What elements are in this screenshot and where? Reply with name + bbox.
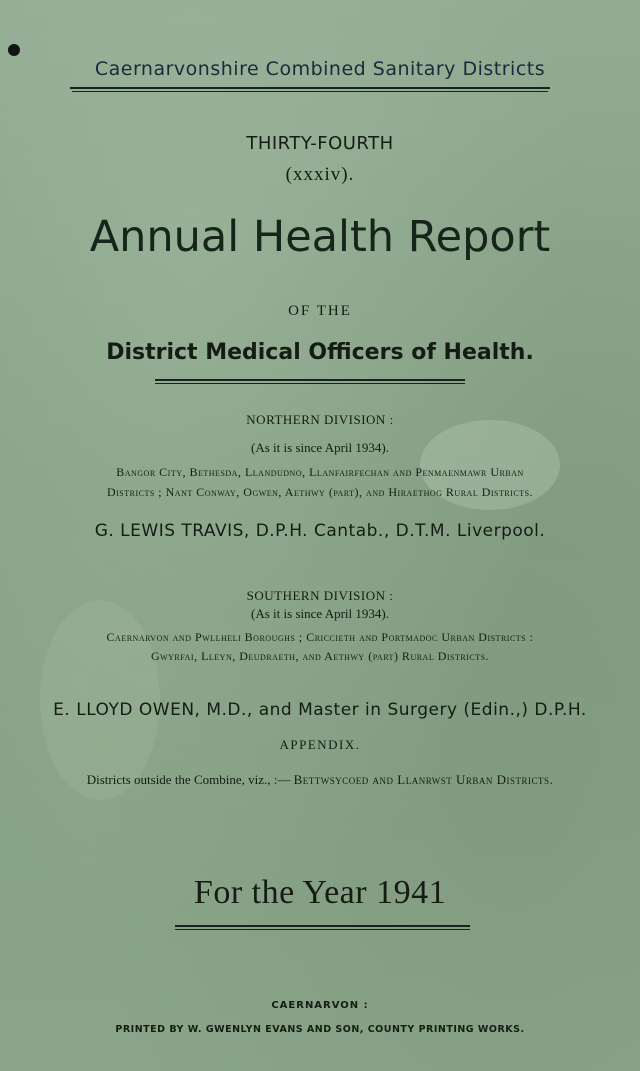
northern-districts-line-1: Bangor City, Bethesda, Llandudno, Llanfairfechan and Penmaenmawr Urban <box>116 465 524 479</box>
series-number: THIRTY-FOURTH <box>246 133 394 154</box>
header-title: Caernarvonshire Combined Sanitary Districts <box>94 58 546 80</box>
punch-hole <box>8 44 20 56</box>
imprint-place: CAERNARVON : <box>271 1000 369 1011</box>
year-rule-secondary <box>175 929 470 930</box>
header-rule-secondary <box>72 91 548 92</box>
southern-medical-officer: E. LLOYD OWEN, M.D., and Master in Surgery (Edin.,) D.P.H. <box>53 700 587 720</box>
northern-division-heading: NORTHERN DIVISION : <box>246 412 394 427</box>
northern-division-note: (As it is since April 1934). <box>251 440 389 455</box>
main-title: Annual Health Report <box>89 212 551 262</box>
southern-districts-line-1: Caernarvon and Pwllheli Boroughs ; Criccieth and Portmadoc Urban Districts : <box>106 630 534 644</box>
report-year: For the Year 1941 <box>193 874 447 911</box>
appendix-text <box>0 772 640 788</box>
southern-division-heading: SOUTHERN DIVISION : <box>246 588 394 603</box>
southern-division-note: (As it is since April 1934). <box>251 606 389 621</box>
southern-districts-line-2: Gwyrfai, Lleyn, Deudraeth, and Aethwy (part) Rural Districts. <box>150 649 490 663</box>
series-roman: (xxxiv). <box>285 164 355 185</box>
northern-medical-officer: G. LEWIS TRAVIS, D.P.H. Cantab., D.T.M. Liverpool. <box>94 521 546 541</box>
header-rule <box>70 87 550 89</box>
appendix-text-prefix: Districts outside the Combine, viz., :— <box>86 772 291 787</box>
appendix-heading: APPENDIX. <box>279 737 361 752</box>
subtitle-rule <box>155 379 465 381</box>
appendix-districts: Bettwsycoed and Llanrwst Urban Districts. <box>293 772 554 787</box>
subtitle-rule-secondary <box>155 383 465 384</box>
report-subtitle: District Medical Officers of Health. <box>106 340 534 365</box>
of-the-label: OF THE <box>288 303 352 319</box>
year-rule <box>175 925 470 927</box>
imprint-printer: PRINTED BY W. GWENLYN EVANS AND SON, COUNTY PRINTING WORKS. <box>115 1024 525 1035</box>
northern-districts-line-2: Districts ; Nant Conway, Ogwen, Aethwy (part), and Hiraethog Rural Districts. <box>106 485 534 499</box>
